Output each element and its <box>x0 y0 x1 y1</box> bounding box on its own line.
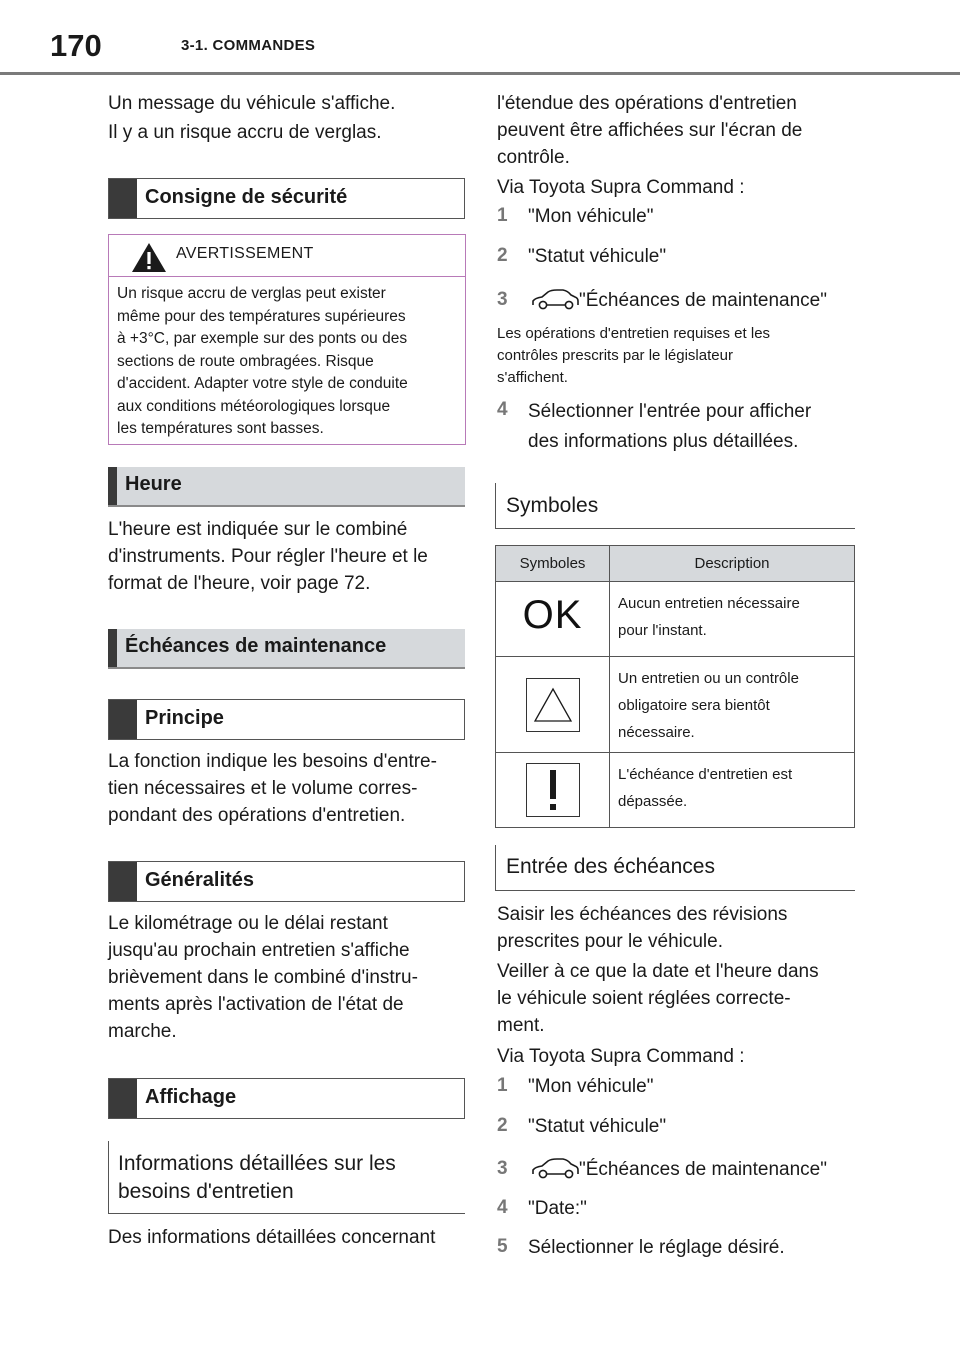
car-icon <box>530 1156 580 1182</box>
step-text: "Mon véhicule" <box>528 206 654 227</box>
text-line: ment. <box>497 1015 545 1036</box>
header-rule <box>0 72 960 75</box>
affichage-heading-text: Affichage <box>145 1086 237 1108</box>
triangle-icon <box>526 678 580 732</box>
table-header-row <box>496 546 855 582</box>
warning-line: d'accident. Adapter votre style de conduite <box>117 375 408 392</box>
text-line: tien nécessaires et le volume corres- <box>108 778 418 799</box>
info-subheading <box>118 1150 396 1206</box>
step-text: "Date:" <box>528 1198 587 1219</box>
continued-text <box>497 90 802 171</box>
table-row <box>496 753 855 828</box>
text-line: pondant des opérations d'entretien. <box>108 805 406 826</box>
text-line: brièvement dans le combiné d'instru- <box>108 967 418 988</box>
step-number: 5 <box>497 1236 508 1257</box>
subheading-left-rule <box>108 1141 109 1214</box>
step-number: 2 <box>497 245 508 266</box>
via-line-1: Via Toyota Supra Command : <box>497 177 745 198</box>
warning-line: même pour des températures supérieures <box>117 307 406 325</box>
step-number: 1 <box>497 1075 508 1096</box>
warning-line: les températures sont basses. <box>117 420 324 437</box>
entree-heading: Entrée des échéances <box>506 855 715 878</box>
warning-header <box>109 235 465 277</box>
page-header <box>0 0 960 74</box>
text-line: obligatoire sera bientôt <box>618 697 770 714</box>
text-line: peuvent être affichées sur l'écran de <box>497 120 803 141</box>
heure-heading <box>108 467 465 507</box>
subheading-bottom-rule <box>495 528 855 529</box>
step-text: "Statut véhicule" <box>528 246 667 267</box>
text-line: marche. <box>108 1021 177 1042</box>
step-number: 4 <box>497 399 508 420</box>
heading-bar <box>109 1079 137 1118</box>
text-line: besoins d'entretien <box>118 1180 294 1203</box>
text-line: pour l'instant. <box>618 622 707 639</box>
subheading-left-rule <box>495 845 496 891</box>
intro-line-1: Un message du véhicule s'affiche. <box>108 93 396 114</box>
step-text: "Mon véhicule" <box>528 1076 654 1097</box>
text-line: L'heure est indiquée sur le combiné <box>108 519 408 540</box>
principe-heading <box>108 699 465 740</box>
chapter-title: 3-1. COMMANDES <box>181 37 316 54</box>
step-text: "Échéances de maintenance" <box>579 290 827 311</box>
exclamation-icon <box>526 763 580 817</box>
description-cell <box>610 582 855 657</box>
principe-text <box>108 748 437 829</box>
text-line: le véhicule soient réglées correcte- <box>497 988 791 1009</box>
symbols-table <box>495 545 855 828</box>
text-line: Sélectionner l'entrée pour afficher <box>528 401 812 422</box>
text-line: Veiller à ce que la date et l'heure dans <box>497 961 819 982</box>
warning-triangle-icon <box>131 242 167 273</box>
warning-line: à +3°C, par exemple sur des ponts ou des <box>117 330 408 347</box>
step-text <box>528 397 811 457</box>
last-line: Des informations détaillées concernant <box>108 1227 436 1248</box>
heading-bar <box>109 700 137 739</box>
principe-heading-text: Principe <box>145 707 224 729</box>
step-text: Sélectionner le réglage désiré. <box>528 1237 785 1258</box>
table-row <box>496 582 855 657</box>
text-line: l'étendue des opérations d'entretien <box>497 93 797 114</box>
warning-line: aux conditions météorologiques lorsque <box>117 397 391 415</box>
text-line: Les opérations d'entretien requises et les <box>497 325 771 342</box>
text-line: contrôle. <box>497 147 570 168</box>
intro-line-2: Il y a un risque accru de verglas. <box>108 122 382 143</box>
text-line: s'affichent. <box>497 369 568 386</box>
entree-text-2 <box>497 958 819 1039</box>
step-number: 1 <box>497 205 508 226</box>
heading-bar <box>109 862 137 901</box>
table-header-symbols: Symboles <box>496 546 610 582</box>
step-number: 3 <box>497 1158 508 1179</box>
text-line: prescrites pour le véhicule. <box>497 931 723 952</box>
subheading-bottom-rule <box>108 1213 465 1214</box>
text-line: Un entretien ou un contrôle <box>618 670 799 687</box>
subheading-bottom-rule <box>495 890 855 891</box>
text-line: jusqu'au prochain entretien s'affiche <box>108 940 410 961</box>
via-line-2: Via Toyota Supra Command : <box>497 1046 745 1067</box>
warning-box <box>108 234 466 445</box>
table-row <box>496 657 855 753</box>
step-number: 3 <box>497 289 508 310</box>
text-line: des informations plus détaillées. <box>528 431 799 452</box>
maintenance-heading-text: Échéances de maintenance <box>125 635 387 657</box>
text-line: Saisir les échéances des révisions <box>497 904 788 925</box>
text-line: d'instruments. Pour régler l'heure et le <box>108 546 428 567</box>
heading-bar <box>108 629 117 667</box>
note-text <box>497 323 770 389</box>
warning-line: sections de route ombragées. Risque <box>117 352 374 370</box>
heading-bar <box>108 467 117 505</box>
symbol-cell <box>496 582 610 657</box>
text-line: nécessaire. <box>618 724 695 741</box>
description-cell <box>610 753 855 828</box>
symbol-cell <box>496 657 610 753</box>
text-line: dépassée. <box>618 793 688 810</box>
warning-body <box>117 283 459 441</box>
text-line: Aucun entretien nécessaire <box>618 595 800 612</box>
table-header-description: Description <box>610 546 855 582</box>
text-line: ments après l'activation de l'état de <box>108 994 404 1015</box>
safety-heading-text: Consigne de sécurité <box>145 186 348 208</box>
affichage-heading <box>108 1078 465 1119</box>
safety-heading <box>108 178 465 219</box>
text-line: Informations détaillées sur les <box>118 1152 396 1175</box>
general-text <box>108 910 418 1045</box>
heure-text <box>108 516 428 597</box>
text-line: Le kilométrage ou le délai restant <box>108 913 388 934</box>
step-number: 2 <box>497 1115 508 1136</box>
page-number: 170 <box>50 28 102 63</box>
car-icon <box>530 287 580 313</box>
heure-heading-text: Heure <box>125 473 182 495</box>
step-number: 4 <box>497 1197 508 1218</box>
warning-title: AVERTISSEMENT <box>176 245 314 262</box>
text-line: contrôles prescrits par le législateur <box>497 347 733 364</box>
entree-text-1 <box>497 901 787 955</box>
maintenance-heading <box>108 629 465 669</box>
description-cell <box>610 657 855 753</box>
text-line: format de l'heure, voir page 72. <box>108 573 371 594</box>
subheading-left-rule <box>495 483 496 529</box>
symboles-heading: Symboles <box>506 494 599 517</box>
step-text: "Échéances de maintenance" <box>579 1159 827 1180</box>
warning-line: Un risque accru de verglas peut exister <box>117 285 386 302</box>
general-heading-text: Généralités <box>145 869 254 891</box>
heading-bar <box>109 179 137 218</box>
text-line: La fonction indique les besoins d'entre- <box>108 751 437 772</box>
step-text: "Statut véhicule" <box>528 1116 667 1137</box>
general-heading <box>108 861 465 902</box>
text-line: L'échéance d'entretien est <box>618 766 793 783</box>
symbol-cell <box>496 753 610 828</box>
ok-symbol: OK <box>522 592 583 637</box>
